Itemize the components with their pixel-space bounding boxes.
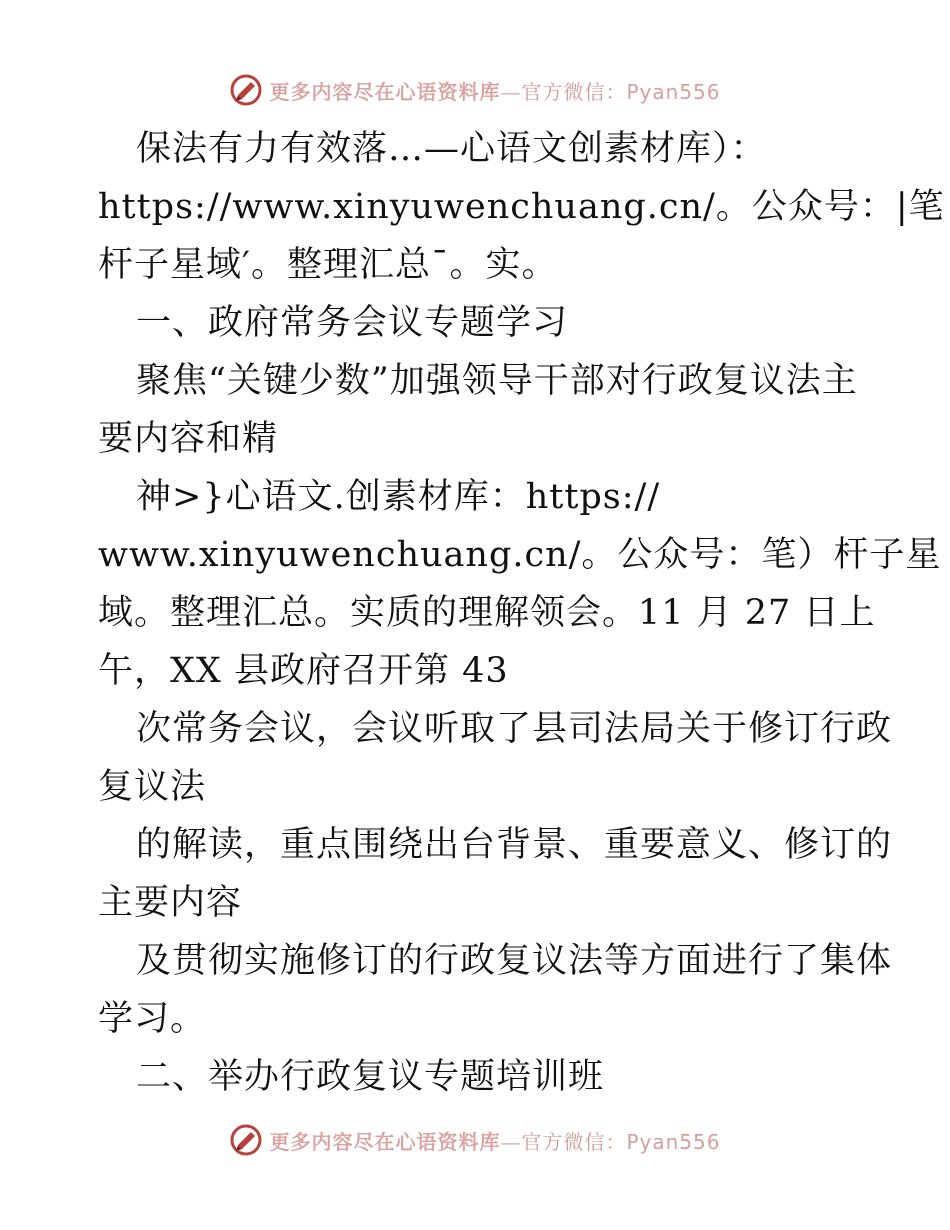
text-line: 一、政府常务会议专题学习 (136, 303, 569, 343)
footer-banner-text (269, 1126, 720, 1155)
header-banner-text (269, 76, 720, 105)
text-line: 二、举办行政复议专题培训班 (136, 1057, 605, 1097)
header-wechat-label: 官方微信： (521, 79, 627, 104)
footer-wechat-label: 官方微信： (521, 1129, 627, 1154)
text-line: 午，XX 县政府召开第 43 (98, 651, 509, 691)
text-line: 学习。 (98, 999, 207, 1039)
header-banner (0, 70, 950, 110)
text-line: 要内容和精 (98, 419, 279, 459)
text-line: 聚焦“关键少数”加强领导干部对行政复议法主 (136, 361, 858, 401)
footer-slogan: 更多内容尽在心语资料库 (269, 1129, 501, 1154)
text-line: 及贯彻实施修订的行政复议法等方面进行了集体 (136, 941, 893, 981)
pen-logo-icon (229, 73, 263, 107)
footer-banner (0, 1120, 950, 1160)
footer-dash: — (500, 1129, 522, 1154)
text-line: www.xinyuwenchuang.cn/。公众号：笔）杆子星 (98, 535, 942, 575)
footer-wechat-id: Pyan556 (626, 1129, 721, 1154)
text-line: 主要内容 (98, 883, 243, 923)
text-line: 的解读，重点围绕出台背景、重要意义、修订的 (136, 825, 893, 865)
text-line: 杆子星域′。整理汇总¯。实。 (98, 245, 558, 285)
document-body (98, 120, 945, 1106)
text-line: 保法有力有效落…—心语文创素材库）： (136, 129, 767, 169)
header-slogan: 更多内容尽在心语资料库 (269, 79, 501, 104)
text-line: https://www.xinyuwenchuang.cn/。公众号：|笔 (98, 187, 945, 227)
pen-logo-icon (229, 1123, 263, 1157)
text-line: 次常务会议，会议听取了县司法局关于修订行政 (136, 709, 893, 749)
text-line: 复议法 (98, 767, 207, 807)
text-line: 神>}心语文.创素材库：https:// (136, 477, 661, 517)
header-dash: — (500, 79, 522, 104)
header-wechat-id: Pyan556 (626, 79, 721, 104)
text-line: 域。整理汇总。实质的理解领会。11 月 27 日上 (98, 593, 876, 633)
